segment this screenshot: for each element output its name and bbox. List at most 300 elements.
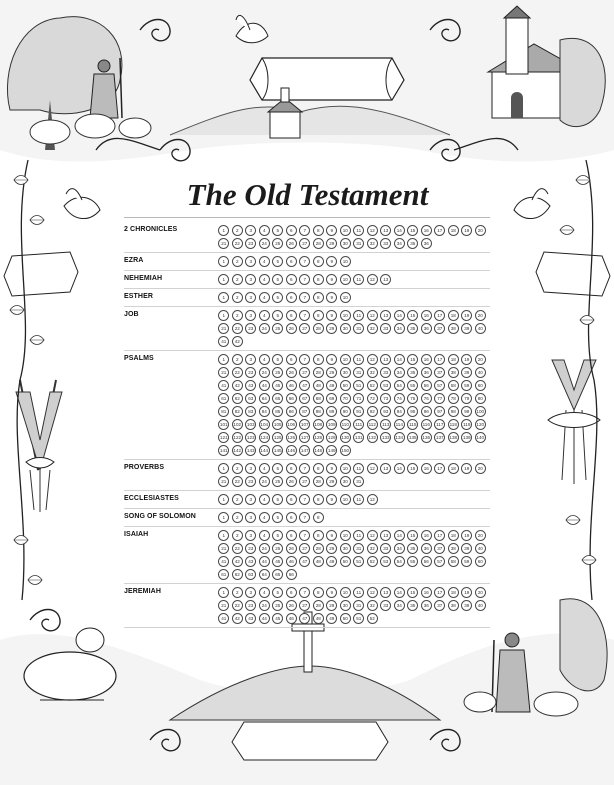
chapter-checkbox[interactable]: 7 — [299, 494, 310, 505]
chapter-checkbox[interactable]: 29 — [326, 543, 337, 554]
chapter-checkbox[interactable]: 88 — [313, 406, 324, 417]
chapter-checkbox[interactable]: 13 — [380, 354, 391, 365]
chapter-checkbox[interactable]: 33 — [380, 238, 391, 249]
chapter-checkbox[interactable]: 120 — [475, 419, 486, 430]
chapter-checkbox[interactable]: 7 — [299, 354, 310, 365]
chapter-checkbox[interactable]: 30 — [340, 367, 351, 378]
chapter-checkbox[interactable]: 132 — [367, 432, 378, 443]
chapter-checkbox[interactable]: 35 — [407, 367, 418, 378]
chapter-checkbox[interactable]: 11 — [353, 225, 364, 236]
chapter-checkbox[interactable]: 57 — [434, 380, 445, 391]
chapter-checkbox[interactable]: 42 — [232, 380, 243, 391]
chapter-checkbox[interactable]: 14 — [394, 225, 405, 236]
chapter-checkbox[interactable]: 6 — [286, 310, 297, 321]
chapter-checkbox[interactable]: 47 — [299, 380, 310, 391]
chapter-checkbox[interactable]: 48 — [313, 556, 324, 567]
chapter-checkbox[interactable]: 21 — [218, 476, 229, 487]
chapter-checkbox[interactable]: 95 — [407, 406, 418, 417]
chapter-checkbox[interactable]: 84 — [259, 406, 270, 417]
chapter-checkbox[interactable]: 5 — [272, 256, 283, 267]
chapter-checkbox[interactable]: 3 — [245, 225, 256, 236]
chapter-checkbox[interactable]: 30 — [340, 543, 351, 554]
chapter-checkbox[interactable]: 29 — [326, 476, 337, 487]
chapter-checkbox[interactable]: 2 — [232, 354, 243, 365]
chapter-checkbox[interactable]: 12 — [367, 274, 378, 285]
chapter-checkbox[interactable]: 14 — [394, 530, 405, 541]
chapter-checkbox[interactable]: 32 — [367, 600, 378, 611]
chapter-checkbox[interactable]: 91 — [353, 406, 364, 417]
chapter-checkbox[interactable]: 35 — [407, 323, 418, 334]
chapter-checkbox[interactable]: 10 — [340, 463, 351, 474]
chapter-checkbox[interactable]: 50 — [340, 556, 351, 567]
chapter-checkbox[interactable]: 44 — [259, 613, 270, 624]
chapter-checkbox[interactable]: 8 — [313, 494, 324, 505]
chapter-checkbox[interactable]: 25 — [272, 600, 283, 611]
chapter-checkbox[interactable]: 10 — [340, 225, 351, 236]
chapter-checkbox[interactable]: 15 — [407, 225, 418, 236]
chapter-checkbox[interactable]: 30 — [340, 600, 351, 611]
chapter-checkbox[interactable]: 19 — [461, 310, 472, 321]
chapter-checkbox[interactable]: 27 — [299, 600, 310, 611]
chapter-checkbox[interactable]: 37 — [434, 543, 445, 554]
chapter-checkbox[interactable]: 94 — [394, 406, 405, 417]
chapter-checkbox[interactable]: 4 — [259, 463, 270, 474]
chapter-checkbox[interactable]: 36 — [421, 543, 432, 554]
chapter-checkbox[interactable]: 8 — [313, 256, 324, 267]
chapter-checkbox[interactable]: 3 — [245, 256, 256, 267]
chapter-checkbox[interactable]: 51 — [353, 613, 364, 624]
chapter-checkbox[interactable]: 124 — [259, 432, 270, 443]
chapter-checkbox[interactable]: 101 — [218, 419, 229, 430]
chapter-checkbox[interactable]: 28 — [313, 367, 324, 378]
chapter-checkbox[interactable]: 54 — [394, 380, 405, 391]
chapter-checkbox[interactable]: 32 — [367, 543, 378, 554]
chapter-checkbox[interactable]: 4 — [259, 292, 270, 303]
chapter-checkbox[interactable]: 48 — [313, 613, 324, 624]
chapter-checkbox[interactable]: 6 — [286, 587, 297, 598]
chapter-checkbox[interactable]: 89 — [326, 406, 337, 417]
chapter-checkbox[interactable]: 6 — [286, 530, 297, 541]
chapter-checkbox[interactable]: 18 — [448, 463, 459, 474]
chapter-checkbox[interactable]: 13 — [380, 463, 391, 474]
chapter-checkbox[interactable]: 34 — [394, 600, 405, 611]
chapter-checkbox[interactable]: 121 — [218, 432, 229, 443]
chapter-checkbox[interactable]: 3 — [245, 354, 256, 365]
chapter-checkbox[interactable]: 144 — [259, 445, 270, 456]
chapter-checkbox[interactable]: 131 — [353, 432, 364, 443]
chapter-checkbox[interactable]: 35 — [407, 543, 418, 554]
chapter-checkbox[interactable]: 40 — [475, 323, 486, 334]
chapter-checkbox[interactable]: 41 — [218, 613, 229, 624]
chapter-checkbox[interactable]: 11 — [353, 310, 364, 321]
chapter-checkbox[interactable]: 17 — [434, 463, 445, 474]
chapter-checkbox[interactable]: 71 — [353, 393, 364, 404]
chapter-checkbox[interactable]: 23 — [245, 323, 256, 334]
chapter-checkbox[interactable]: 8 — [313, 463, 324, 474]
chapter-checkbox[interactable]: 26 — [286, 238, 297, 249]
chapter-checkbox[interactable]: 6 — [286, 354, 297, 365]
chapter-checkbox[interactable]: 16 — [421, 463, 432, 474]
chapter-checkbox[interactable]: 6 — [286, 494, 297, 505]
chapter-checkbox[interactable]: 123 — [245, 432, 256, 443]
chapter-checkbox[interactable]: 12 — [367, 225, 378, 236]
chapter-checkbox[interactable]: 78 — [448, 393, 459, 404]
chapter-checkbox[interactable]: 37 — [434, 600, 445, 611]
chapter-checkbox[interactable]: 23 — [245, 543, 256, 554]
chapter-checkbox[interactable]: 2 — [232, 310, 243, 321]
chapter-checkbox[interactable]: 43 — [245, 380, 256, 391]
chapter-checkbox[interactable]: 15 — [407, 310, 418, 321]
chapter-checkbox[interactable]: 1 — [218, 587, 229, 598]
chapter-checkbox[interactable]: 114 — [394, 419, 405, 430]
chapter-checkbox[interactable]: 3 — [245, 530, 256, 541]
chapter-checkbox[interactable]: 28 — [313, 323, 324, 334]
chapter-checkbox[interactable]: 13 — [380, 310, 391, 321]
chapter-checkbox[interactable]: 104 — [259, 419, 270, 430]
chapter-checkbox[interactable]: 110 — [340, 419, 351, 430]
chapter-checkbox[interactable]: 41 — [218, 556, 229, 567]
chapter-checkbox[interactable]: 70 — [340, 393, 351, 404]
chapter-checkbox[interactable]: 20 — [475, 463, 486, 474]
chapter-checkbox[interactable]: 5 — [272, 494, 283, 505]
chapter-checkbox[interactable]: 109 — [326, 419, 337, 430]
chapter-checkbox[interactable]: 41 — [218, 380, 229, 391]
chapter-checkbox[interactable]: 62 — [232, 393, 243, 404]
chapter-checkbox[interactable]: 103 — [245, 419, 256, 430]
chapter-checkbox[interactable]: 13 — [380, 587, 391, 598]
chapter-checkbox[interactable]: 67 — [299, 393, 310, 404]
chapter-checkbox[interactable]: 18 — [448, 225, 459, 236]
chapter-checkbox[interactable]: 39 — [461, 323, 472, 334]
chapter-checkbox[interactable]: 25 — [272, 367, 283, 378]
chapter-checkbox[interactable]: 2 — [232, 494, 243, 505]
chapter-checkbox[interactable]: 11 — [353, 494, 364, 505]
chapter-checkbox[interactable]: 93 — [380, 406, 391, 417]
chapter-checkbox[interactable]: 13 — [380, 530, 391, 541]
chapter-checkbox[interactable]: 54 — [394, 556, 405, 567]
chapter-checkbox[interactable]: 39 — [461, 367, 472, 378]
chapter-checkbox[interactable]: 12 — [367, 354, 378, 365]
chapter-checkbox[interactable]: 45 — [272, 380, 283, 391]
chapter-checkbox[interactable]: 119 — [461, 419, 472, 430]
chapter-checkbox[interactable]: 57 — [434, 556, 445, 567]
chapter-checkbox[interactable]: 5 — [272, 354, 283, 365]
chapter-checkbox[interactable]: 22 — [232, 238, 243, 249]
chapter-checkbox[interactable]: 2 — [232, 225, 243, 236]
chapter-checkbox[interactable]: 28 — [313, 238, 324, 249]
chapter-checkbox[interactable]: 61 — [218, 569, 229, 580]
chapter-checkbox[interactable]: 3 — [245, 512, 256, 523]
chapter-checkbox[interactable]: 122 — [232, 432, 243, 443]
chapter-checkbox[interactable]: 3 — [245, 310, 256, 321]
chapter-checkbox[interactable]: 142 — [232, 445, 243, 456]
chapter-checkbox[interactable]: 16 — [421, 310, 432, 321]
chapter-checkbox[interactable]: 36 — [421, 238, 432, 249]
chapter-checkbox[interactable]: 22 — [232, 543, 243, 554]
chapter-checkbox[interactable]: 10 — [340, 494, 351, 505]
chapter-checkbox[interactable]: 63 — [245, 569, 256, 580]
chapter-checkbox[interactable]: 58 — [448, 556, 459, 567]
chapter-checkbox[interactable]: 46 — [286, 613, 297, 624]
chapter-checkbox[interactable]: 51 — [353, 556, 364, 567]
chapter-checkbox[interactable]: 13 — [380, 274, 391, 285]
chapter-checkbox[interactable]: 79 — [461, 393, 472, 404]
chapter-checkbox[interactable]: 1 — [218, 274, 229, 285]
chapter-checkbox[interactable]: 40 — [475, 600, 486, 611]
chapter-checkbox[interactable]: 14 — [394, 354, 405, 365]
chapter-checkbox[interactable]: 6 — [286, 512, 297, 523]
chapter-checkbox[interactable]: 46 — [286, 380, 297, 391]
chapter-checkbox[interactable]: 20 — [475, 310, 486, 321]
chapter-checkbox[interactable]: 64 — [259, 569, 270, 580]
chapter-checkbox[interactable]: 73 — [380, 393, 391, 404]
chapter-checkbox[interactable]: 107 — [299, 419, 310, 430]
chapter-checkbox[interactable]: 38 — [448, 367, 459, 378]
chapter-checkbox[interactable]: 17 — [434, 530, 445, 541]
chapter-checkbox[interactable]: 48 — [313, 380, 324, 391]
chapter-checkbox[interactable]: 1 — [218, 512, 229, 523]
chapter-checkbox[interactable]: 127 — [299, 432, 310, 443]
chapter-checkbox[interactable]: 140 — [475, 432, 486, 443]
chapter-checkbox[interactable]: 39 — [461, 543, 472, 554]
chapter-checkbox[interactable]: 53 — [380, 556, 391, 567]
chapter-checkbox[interactable]: 36 — [421, 367, 432, 378]
chapter-checkbox[interactable]: 24 — [259, 367, 270, 378]
chapter-checkbox[interactable]: 14 — [394, 587, 405, 598]
chapter-checkbox[interactable]: 42 — [232, 613, 243, 624]
chapter-checkbox[interactable]: 49 — [326, 380, 337, 391]
chapter-checkbox[interactable]: 27 — [299, 367, 310, 378]
chapter-checkbox[interactable]: 59 — [461, 380, 472, 391]
chapter-checkbox[interactable]: 31 — [353, 543, 364, 554]
chapter-checkbox[interactable]: 125 — [272, 432, 283, 443]
chapter-checkbox[interactable]: 5 — [272, 274, 283, 285]
chapter-checkbox[interactable]: 25 — [272, 543, 283, 554]
chapter-checkbox[interactable]: 22 — [232, 476, 243, 487]
chapter-checkbox[interactable]: 16 — [421, 225, 432, 236]
chapter-checkbox[interactable]: 82 — [232, 406, 243, 417]
chapter-checkbox[interactable]: 8 — [313, 587, 324, 598]
chapter-checkbox[interactable]: 148 — [313, 445, 324, 456]
chapter-checkbox[interactable]: 26 — [286, 543, 297, 554]
chapter-checkbox[interactable]: 28 — [313, 600, 324, 611]
chapter-checkbox[interactable]: 14 — [394, 463, 405, 474]
chapter-checkbox[interactable]: 34 — [394, 543, 405, 554]
chapter-checkbox[interactable]: 15 — [407, 587, 418, 598]
chapter-checkbox[interactable]: 25 — [272, 238, 283, 249]
chapter-checkbox[interactable]: 24 — [259, 600, 270, 611]
chapter-checkbox[interactable]: 6 — [286, 274, 297, 285]
chapter-checkbox[interactable]: 63 — [245, 393, 256, 404]
chapter-checkbox[interactable]: 72 — [367, 393, 378, 404]
chapter-checkbox[interactable]: 30 — [340, 476, 351, 487]
chapter-checkbox[interactable]: 15 — [407, 463, 418, 474]
chapter-checkbox[interactable]: 17 — [434, 354, 445, 365]
chapter-checkbox[interactable]: 150 — [340, 445, 351, 456]
chapter-checkbox[interactable]: 9 — [326, 256, 337, 267]
chapter-checkbox[interactable]: 40 — [475, 543, 486, 554]
chapter-checkbox[interactable]: 111 — [353, 419, 364, 430]
chapter-checkbox[interactable]: 136 — [421, 432, 432, 443]
chapter-checkbox[interactable]: 20 — [475, 587, 486, 598]
chapter-checkbox[interactable]: 38 — [448, 600, 459, 611]
chapter-checkbox[interactable]: 61 — [218, 393, 229, 404]
chapter-checkbox[interactable]: 19 — [461, 530, 472, 541]
chapter-checkbox[interactable]: 7 — [299, 463, 310, 474]
chapter-checkbox[interactable]: 22 — [232, 323, 243, 334]
chapter-checkbox[interactable]: 7 — [299, 292, 310, 303]
chapter-checkbox[interactable]: 141 — [218, 445, 229, 456]
chapter-checkbox[interactable]: 15 — [407, 530, 418, 541]
chapter-checkbox[interactable]: 6 — [286, 292, 297, 303]
chapter-checkbox[interactable]: 117 — [434, 419, 445, 430]
chapter-checkbox[interactable]: 37 — [434, 323, 445, 334]
chapter-checkbox[interactable]: 39 — [461, 600, 472, 611]
chapter-checkbox[interactable]: 52 — [367, 613, 378, 624]
chapter-checkbox[interactable]: 99 — [461, 406, 472, 417]
chapter-checkbox[interactable]: 59 — [461, 556, 472, 567]
chapter-checkbox[interactable]: 65 — [272, 569, 283, 580]
chapter-checkbox[interactable]: 18 — [448, 530, 459, 541]
chapter-checkbox[interactable]: 98 — [448, 406, 459, 417]
chapter-checkbox[interactable]: 1 — [218, 256, 229, 267]
chapter-checkbox[interactable]: 4 — [259, 256, 270, 267]
chapter-checkbox[interactable]: 11 — [353, 463, 364, 474]
chapter-checkbox[interactable]: 33 — [380, 367, 391, 378]
chapter-checkbox[interactable]: 42 — [232, 556, 243, 567]
chapter-checkbox[interactable]: 21 — [218, 367, 229, 378]
chapter-checkbox[interactable]: 58 — [448, 380, 459, 391]
chapter-checkbox[interactable]: 65 — [272, 393, 283, 404]
chapter-checkbox[interactable]: 31 — [353, 238, 364, 249]
chapter-checkbox[interactable]: 10 — [340, 587, 351, 598]
chapter-checkbox[interactable]: 66 — [286, 569, 297, 580]
chapter-checkbox[interactable]: 36 — [421, 323, 432, 334]
chapter-checkbox[interactable]: 1 — [218, 530, 229, 541]
chapter-checkbox[interactable]: 7 — [299, 274, 310, 285]
chapter-checkbox[interactable]: 60 — [475, 380, 486, 391]
chapter-checkbox[interactable]: 66 — [286, 393, 297, 404]
chapter-checkbox[interactable]: 8 — [313, 530, 324, 541]
chapter-checkbox[interactable]: 47 — [299, 613, 310, 624]
chapter-checkbox[interactable]: 8 — [313, 292, 324, 303]
chapter-checkbox[interactable]: 21 — [218, 323, 229, 334]
chapter-checkbox[interactable]: 83 — [245, 406, 256, 417]
chapter-checkbox[interactable]: 22 — [232, 600, 243, 611]
chapter-checkbox[interactable]: 2 — [232, 512, 243, 523]
chapter-checkbox[interactable]: 31 — [353, 323, 364, 334]
chapter-checkbox[interactable]: 49 — [326, 613, 337, 624]
chapter-checkbox[interactable]: 90 — [340, 406, 351, 417]
chapter-checkbox[interactable]: 9 — [326, 310, 337, 321]
chapter-checkbox[interactable]: 38 — [448, 543, 459, 554]
chapter-checkbox[interactable]: 23 — [245, 238, 256, 249]
chapter-checkbox[interactable]: 35 — [407, 600, 418, 611]
chapter-checkbox[interactable]: 17 — [434, 310, 445, 321]
chapter-checkbox[interactable]: 51 — [353, 380, 364, 391]
chapter-checkbox[interactable]: 1 — [218, 310, 229, 321]
chapter-checkbox[interactable]: 50 — [340, 613, 351, 624]
chapter-checkbox[interactable]: 49 — [326, 556, 337, 567]
chapter-checkbox[interactable]: 137 — [434, 432, 445, 443]
chapter-checkbox[interactable]: 10 — [340, 292, 351, 303]
chapter-checkbox[interactable]: 3 — [245, 587, 256, 598]
chapter-checkbox[interactable]: 115 — [407, 419, 418, 430]
chapter-checkbox[interactable]: 29 — [326, 600, 337, 611]
chapter-checkbox[interactable]: 23 — [245, 367, 256, 378]
chapter-checkbox[interactable]: 18 — [448, 587, 459, 598]
chapter-checkbox[interactable]: 28 — [313, 543, 324, 554]
chapter-checkbox[interactable]: 97 — [434, 406, 445, 417]
chapter-checkbox[interactable]: 31 — [353, 600, 364, 611]
chapter-checkbox[interactable]: 62 — [232, 569, 243, 580]
chapter-checkbox[interactable]: 29 — [326, 323, 337, 334]
chapter-checkbox[interactable]: 43 — [245, 613, 256, 624]
chapter-checkbox[interactable]: 55 — [407, 556, 418, 567]
chapter-checkbox[interactable]: 7 — [299, 530, 310, 541]
chapter-checkbox[interactable]: 24 — [259, 543, 270, 554]
chapter-checkbox[interactable]: 2 — [232, 274, 243, 285]
chapter-checkbox[interactable]: 2 — [232, 292, 243, 303]
chapter-checkbox[interactable]: 3 — [245, 292, 256, 303]
chapter-checkbox[interactable]: 10 — [340, 256, 351, 267]
chapter-checkbox[interactable]: 3 — [245, 494, 256, 505]
chapter-checkbox[interactable]: 31 — [353, 367, 364, 378]
chapter-checkbox[interactable]: 69 — [326, 393, 337, 404]
chapter-checkbox[interactable]: 40 — [475, 367, 486, 378]
chapter-checkbox[interactable]: 10 — [340, 354, 351, 365]
chapter-checkbox[interactable]: 4 — [259, 225, 270, 236]
chapter-checkbox[interactable]: 2 — [232, 587, 243, 598]
chapter-checkbox[interactable]: 47 — [299, 556, 310, 567]
chapter-checkbox[interactable]: 9 — [326, 225, 337, 236]
chapter-checkbox[interactable]: 4 — [259, 512, 270, 523]
chapter-checkbox[interactable]: 19 — [461, 354, 472, 365]
chapter-checkbox[interactable]: 64 — [259, 393, 270, 404]
chapter-checkbox[interactable]: 3 — [245, 274, 256, 285]
chapter-checkbox[interactable]: 128 — [313, 432, 324, 443]
chapter-checkbox[interactable]: 12 — [367, 530, 378, 541]
chapter-checkbox[interactable]: 113 — [380, 419, 391, 430]
chapter-checkbox[interactable]: 41 — [218, 336, 229, 347]
chapter-checkbox[interactable]: 27 — [299, 323, 310, 334]
chapter-checkbox[interactable]: 14 — [394, 310, 405, 321]
chapter-checkbox[interactable]: 34 — [394, 323, 405, 334]
chapter-checkbox[interactable]: 9 — [326, 354, 337, 365]
chapter-checkbox[interactable]: 5 — [272, 587, 283, 598]
chapter-checkbox[interactable]: 108 — [313, 419, 324, 430]
chapter-checkbox[interactable]: 5 — [272, 530, 283, 541]
chapter-checkbox[interactable]: 6 — [286, 463, 297, 474]
chapter-checkbox[interactable]: 21 — [218, 600, 229, 611]
chapter-checkbox[interactable]: 33 — [380, 600, 391, 611]
chapter-checkbox[interactable]: 17 — [434, 587, 445, 598]
chapter-checkbox[interactable]: 68 — [313, 393, 324, 404]
chapter-checkbox[interactable]: 6 — [286, 225, 297, 236]
chapter-checkbox[interactable]: 32 — [367, 238, 378, 249]
chapter-checkbox[interactable]: 87 — [299, 406, 310, 417]
chapter-checkbox[interactable]: 50 — [340, 380, 351, 391]
chapter-checkbox[interactable]: 130 — [340, 432, 351, 443]
chapter-checkbox[interactable]: 18 — [448, 310, 459, 321]
chapter-checkbox[interactable]: 52 — [367, 380, 378, 391]
chapter-checkbox[interactable]: 29 — [326, 367, 337, 378]
chapter-checkbox[interactable]: 52 — [367, 556, 378, 567]
chapter-checkbox[interactable]: 112 — [367, 419, 378, 430]
chapter-checkbox[interactable]: 138 — [448, 432, 459, 443]
chapter-checkbox[interactable]: 21 — [218, 238, 229, 249]
chapter-checkbox[interactable]: 11 — [353, 530, 364, 541]
